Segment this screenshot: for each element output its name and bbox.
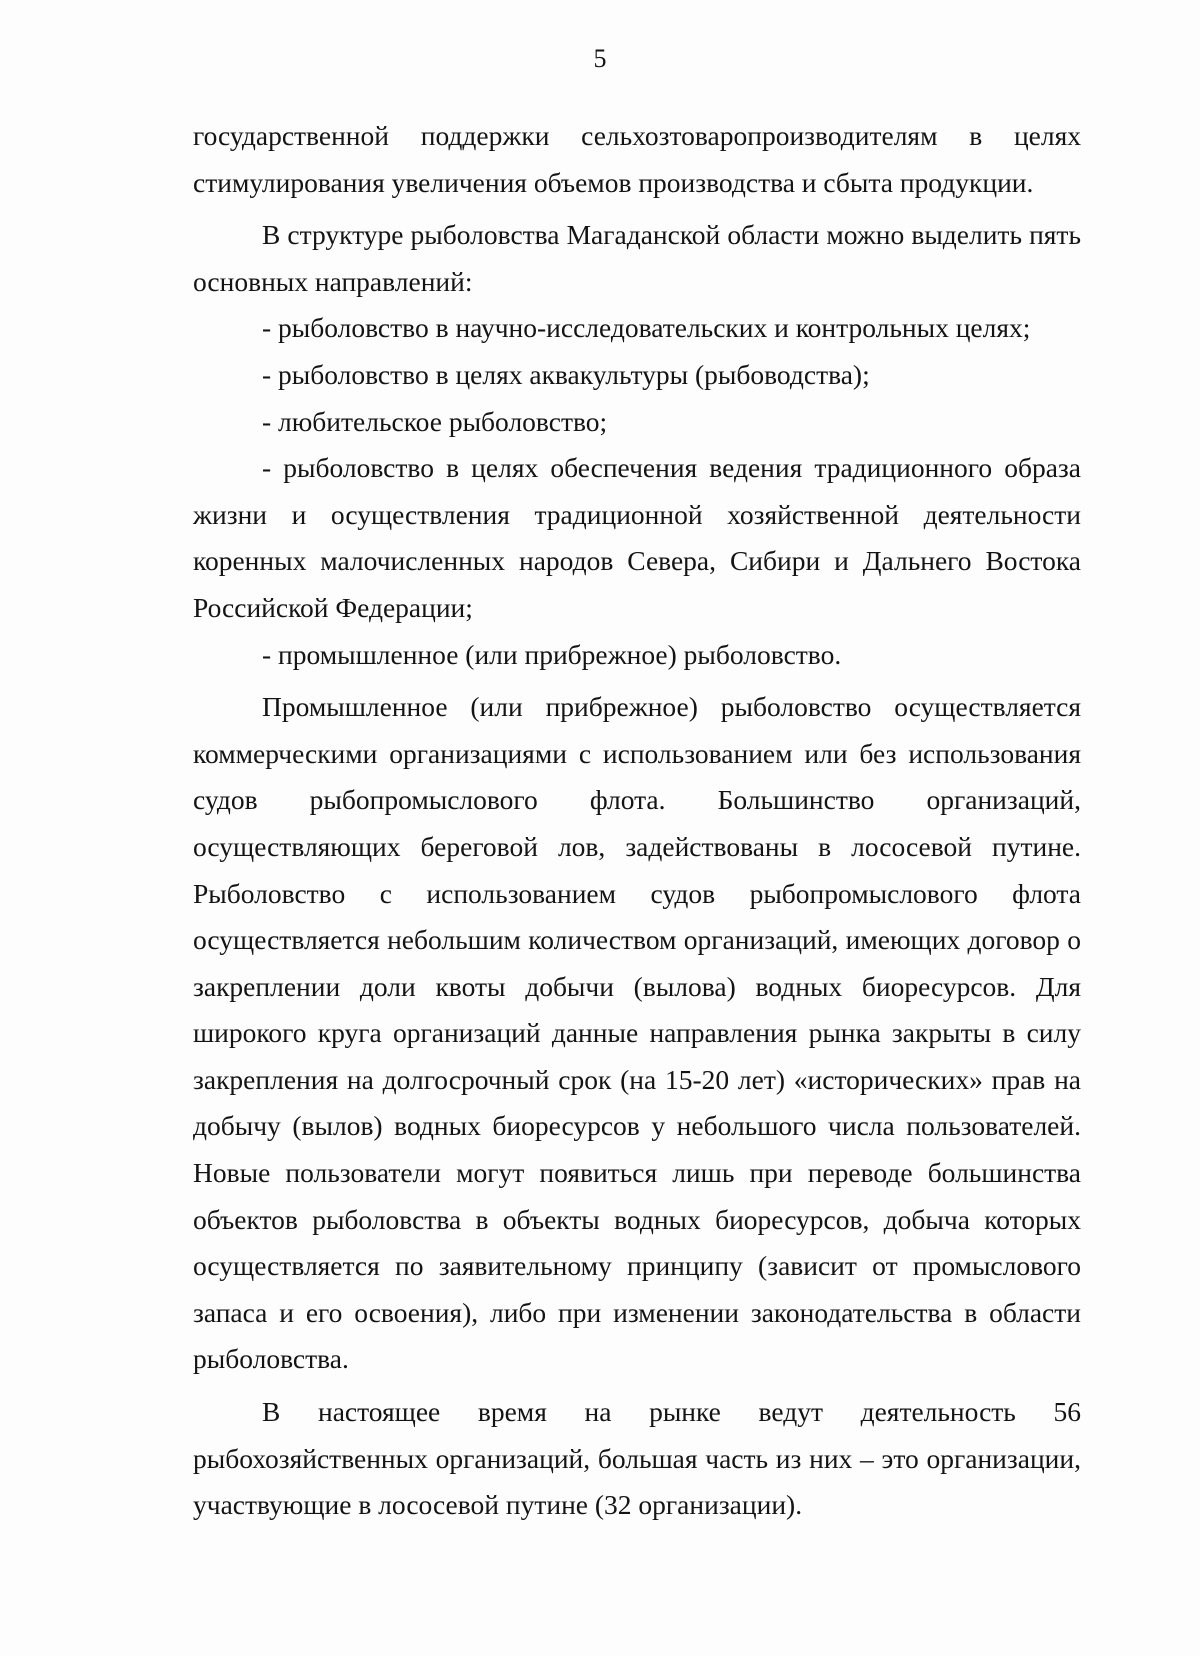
document-body	[193, 113, 1081, 1529]
paragraph-market-organizations: В настоящее время на рынке ведут деятельность 56 рыбохозяйственных организаций, большая часть из них – это организации, участвующие в лососевой путине (32 организации).	[193, 1396, 1081, 1521]
list-item-amateur: - любительское рыболовство;	[262, 405, 608, 437]
page-number: 5	[593, 44, 607, 73]
paragraph-structure-intro: В структуре рыболовства Магаданской области можно выделить пять основных направлений:	[193, 219, 1081, 297]
paragraph-continuation: государственной поддержки сельхозтоваропроизводителям в целях стимулирования увеличения объемов производства и сбыта продукции.	[193, 120, 1081, 198]
list-item-industrial: - промышленное (или прибрежное) рыболовство.	[262, 638, 842, 670]
list-item-aquaculture: - рыболовство в целях аквакультуры (рыбоводства);	[262, 358, 870, 390]
list-item-indigenous: - рыболовство в целях обеспечения ведения традиционного образа жизни и осуществления традиционной хозяйственной деятельности коренных малочисленных народов Севера, Сибири и Дальнего Востока Российской Федерации;	[193, 452, 1081, 623]
list-item-research: - рыболовство в научно-исследовательских и контрольных целях;	[262, 312, 1031, 344]
paragraph-industrial-fishing: Промышленное (или прибрежное) рыболовство осуществляется коммерческими организациями с использованием или без использования судов рыбопромыслового флота. Большинство организаций, осуществляющих береговой лов, задействованы в лососевой путине. Рыболовство с использованием судов рыбопромыслового флота осуществляется небольшим количеством организаций, имеющих договор о закреплении доли квоты добычи (вылова) водных биоресурсов. Для широкого круга организаций данные направления рынка закрыты в силу закрепления на долгосрочный срок (на 15-20 лет) «исторических» прав на добычу (вылов) водных биоресурсов у небольшого числа пользователей. Новые пользователи могут появиться лишь при переводе большинства объектов рыболовства в объекты водных биоресурсов, добыча которых осуществляется по заявительному принципу (зависит от промыслового запаса и его освоения), либо при изменении законодательства в области рыболовства.	[193, 691, 1081, 1375]
